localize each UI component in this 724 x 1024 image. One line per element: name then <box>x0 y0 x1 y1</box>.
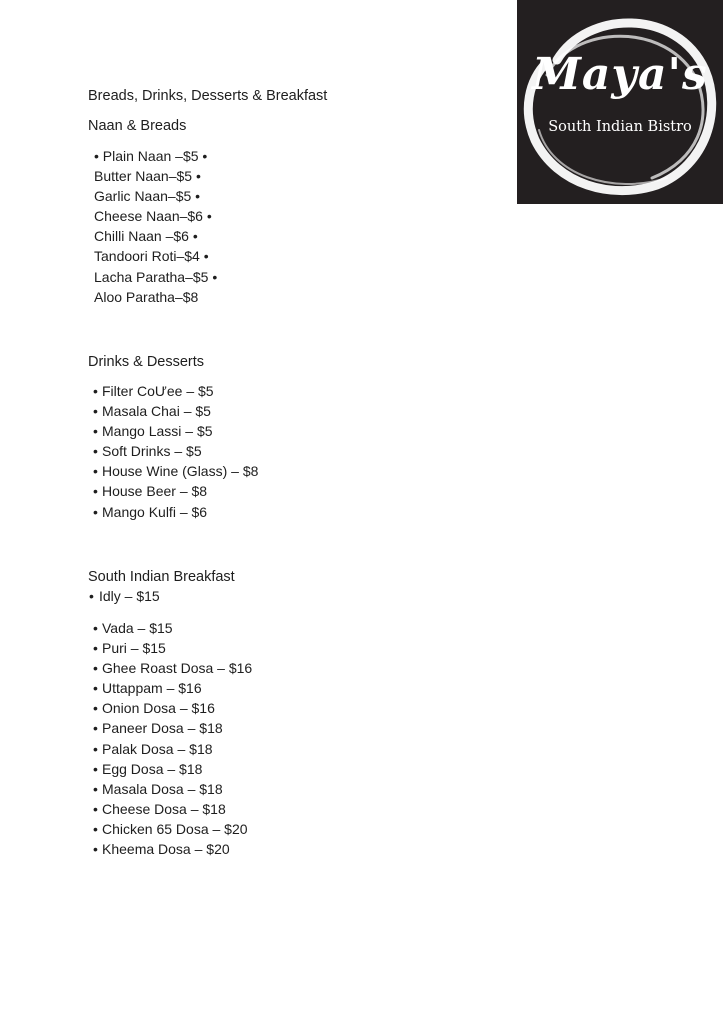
list-item: • Ghee Roast Dosa – $16 <box>93 660 253 677</box>
list-item: • Mango Lassi – $5 <box>93 423 213 440</box>
list-item: • Palak Dosa – $18 <box>93 740 213 757</box>
breakfast-list <box>93 618 252 859</box>
drinks-list <box>93 381 258 522</box>
list-item: • Plain Naan –$5 • <box>94 148 208 164</box>
list-item: • Masala Chai – $5 <box>93 403 211 420</box>
logo-subtitle: South Indian Bistro <box>548 119 692 135</box>
list-item: • Puri – $15 <box>93 640 166 657</box>
breads-list <box>94 146 217 307</box>
logo-title: Maya's <box>532 49 708 100</box>
list-item: Chilli Naan –$6 • <box>94 228 198 245</box>
list-item: • Mango Kulfi – $6 <box>93 503 208 520</box>
list-item: • Masala Dosa – $18 <box>93 780 223 797</box>
list-item: • Onion Dosa – $16 <box>93 700 215 717</box>
list-item: • House Wine (Glass) – $8 <box>93 463 259 480</box>
list-item: Tandoori Roti–$4 • <box>94 248 209 265</box>
list-item: • House Beer – $8 <box>93 483 208 500</box>
list-item: • Chicken 65 Dosa – $20 <box>93 820 248 837</box>
list-item: • Kheema Dosa – $20 <box>93 841 230 858</box>
breakfast-heading: South Indian Breakfast <box>88 569 235 585</box>
list-item: • Egg Dosa – $18 <box>93 760 203 777</box>
list-item: • Cheese Dosa – $18 <box>93 800 226 817</box>
list-item: • Paneer Dosa – $18 <box>93 720 223 737</box>
list-item: Garlic Naan–$5 • <box>94 188 201 205</box>
list-item: Aloo Paratha–$8 <box>94 288 199 305</box>
list-item: • Uttappam – $16 <box>93 680 202 697</box>
drinks-heading: Drinks & Desserts <box>88 354 205 370</box>
list-item: • Soft Drinks – $5 <box>93 443 202 460</box>
list-item: • Idly – $15 <box>89 588 160 604</box>
list-item: • Filter CoƯee – $5 <box>93 383 214 399</box>
list-item: • Vada – $15 <box>93 620 173 636</box>
list-item: Cheese Naan–$6 • <box>94 208 212 225</box>
brush-circle-icon <box>517 0 723 204</box>
page-title: Breads, Drinks, Desserts & Breakfast <box>88 88 328 104</box>
list-item: Lacha Paratha–$5 • <box>94 268 218 285</box>
breads-heading: Naan & Breads <box>88 118 187 134</box>
bistro-logo <box>517 0 723 204</box>
list-item: Butter Naan–$5 • <box>94 168 201 185</box>
